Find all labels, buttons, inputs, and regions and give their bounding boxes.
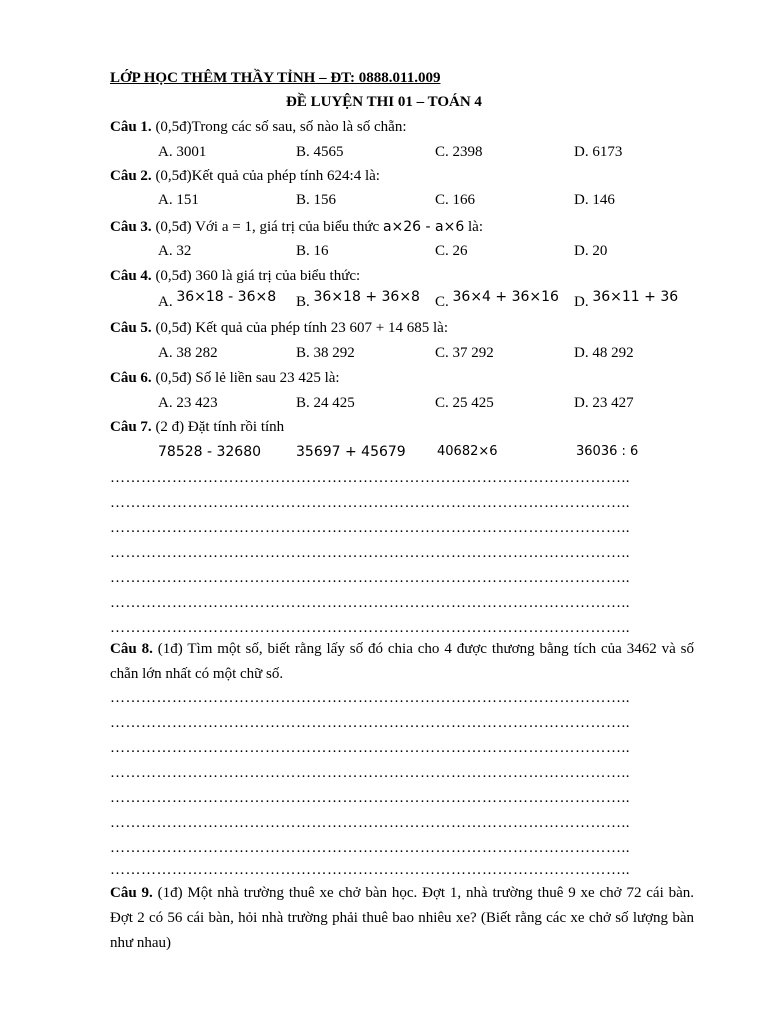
q2-option-a: A. 151 (158, 192, 199, 208)
question-4 (110, 268, 360, 285)
question-5 (110, 320, 448, 337)
math-expression: 36×18 - 36×8 (176, 289, 277, 305)
q6-option-d: D. 23 427 (574, 395, 634, 411)
q7-calc-4: 36036 : 6 (576, 444, 639, 459)
question-label: Câu 5. (110, 320, 152, 336)
q7-calc-2: 35697 + 45679 (296, 444, 406, 460)
question-7 (110, 419, 284, 436)
answer-line: ……………………………………………………………………………………….. (110, 520, 630, 536)
option-letter: A. (158, 294, 173, 310)
math-expression: a×26 - a×6 (382, 219, 465, 235)
answer-line: ……………………………………………………………………………………….. (110, 470, 630, 486)
answer-line: ……………………………………………………………………………………….. (110, 765, 630, 781)
question-label: Câu 9. (110, 885, 153, 901)
question-label: Câu 8. (110, 641, 153, 657)
exam-title: ĐỀ LUYỆN THI 01 – TOÁN 4 (286, 94, 482, 110)
question-text: (2 đ) Đặt tính rồi tính (155, 419, 285, 435)
question-8 (110, 637, 694, 687)
q3-option-b: B. 16 (296, 243, 329, 259)
answer-line: ……………………………………………………………………………………….. (110, 545, 630, 561)
question-label: Câu 6. (110, 370, 152, 386)
question-text: (0,5đ)Kết quả của phép tính 624:4 là: (155, 168, 380, 184)
question-label: Câu 4. (110, 268, 152, 284)
math-expression: 36×18 + 36×8 (313, 289, 420, 305)
q2-option-d: D. 146 (574, 192, 615, 208)
question-2 (110, 168, 380, 185)
question-label: Câu 2. (110, 168, 152, 184)
q1-option-c: C. 2398 (435, 144, 483, 160)
answer-line: ……………………………………………………………………………………….. (110, 495, 630, 511)
answer-line: ……………………………………………………………………………………….. (110, 595, 630, 611)
q6-option-a: A. 23 423 (158, 395, 218, 411)
q6-option-c: C. 25 425 (435, 395, 494, 411)
question-label: Câu 7. (110, 419, 152, 435)
q1-option-d: D. 6173 (574, 144, 623, 160)
answer-line: ……………………………………………………………………………………….. (110, 570, 630, 586)
option-letter: D. (574, 294, 589, 310)
option-letter: C. (435, 294, 449, 310)
question-text: (1đ) Tìm một số, biết rằng lấy số đó chia cho 4 được thương bằng tích của 3462 và số chẵn lớn nhất có một chữ số. (110, 641, 695, 682)
question-text: (0,5đ) Số lẻ liền sau 23 425 là: (155, 370, 340, 386)
question-6 (110, 370, 340, 387)
question-text: (0,5đ) 360 là giá trị của biểu thức: (155, 268, 361, 284)
question-text: (0,5đ)Trong các số sau, số nào là số chẵn: (155, 119, 407, 135)
answer-line: ……………………………………………………………………………………….. (110, 862, 630, 878)
q4-option-d (574, 289, 679, 311)
q2-option-c: C. 166 (435, 192, 476, 208)
answer-line: ……………………………………………………………………………………….. (110, 715, 630, 731)
question-text: (0,5đ) Với a = 1, giá trị của biểu thức (155, 219, 380, 235)
answer-line: ……………………………………………………………………………………….. (110, 815, 630, 831)
q4-option-a (158, 289, 277, 311)
q5-option-b: B. 38 292 (296, 345, 355, 361)
q7-calc-1: 78528 - 32680 (158, 444, 262, 460)
question-1 (110, 119, 407, 136)
q5-option-c: C. 37 292 (435, 345, 494, 361)
class-header: LỚP HỌC THÊM THẦY TỈNH – ĐT: 0888.011.009 (110, 70, 441, 86)
question-3 (110, 219, 483, 236)
math-expression: 36×11 + 36 (592, 289, 679, 305)
q6-option-b: B. 24 425 (296, 395, 355, 411)
question-text: (1đ) Một nhà trường thuê xe chở bàn học. Đợt 1, nhà trường thuê 9 xe chở 72 cái bàn. Đợt 2 có 56 cái bàn, hỏi nhà trường phải thuê bao nhiêu xe? (Biết rằng các xe chở số lượng bàn như nhau) (110, 885, 695, 951)
q4-option-b (296, 289, 420, 311)
answer-line: ……………………………………………………………………………………….. (110, 620, 630, 636)
q3-option-c: C. 26 (435, 243, 468, 259)
q5-option-d: D. 48 292 (574, 345, 634, 361)
question-label: Câu 3. (110, 219, 152, 235)
question-9 (110, 881, 694, 956)
answer-line: ……………………………………………………………………………………….. (110, 790, 630, 806)
q3-option-d: D. 20 (574, 243, 608, 259)
answer-line: ……………………………………………………………………………………….. (110, 690, 630, 706)
question-text: (0,5đ) Kết quả của phép tính 23 607 + 14 685 là: (155, 320, 449, 336)
q2-option-b: B. 156 (296, 192, 337, 208)
q1-option-a: A. 3001 (158, 144, 207, 160)
q7-calc-3: 40682×6 (437, 444, 498, 459)
q5-option-a: A. 38 282 (158, 345, 218, 361)
question-text-tail: là: (468, 219, 484, 235)
question-label: Câu 1. (110, 119, 152, 135)
option-letter: B. (296, 294, 310, 310)
q1-option-b: B. 4565 (296, 144, 344, 160)
q4-option-c (435, 289, 559, 311)
answer-line: ……………………………………………………………………………………….. (110, 840, 630, 856)
math-expression: 36×4 + 36×16 (452, 289, 559, 305)
answer-line: ……………………………………………………………………………………….. (110, 740, 630, 756)
q3-option-a: A. 32 (158, 243, 192, 259)
